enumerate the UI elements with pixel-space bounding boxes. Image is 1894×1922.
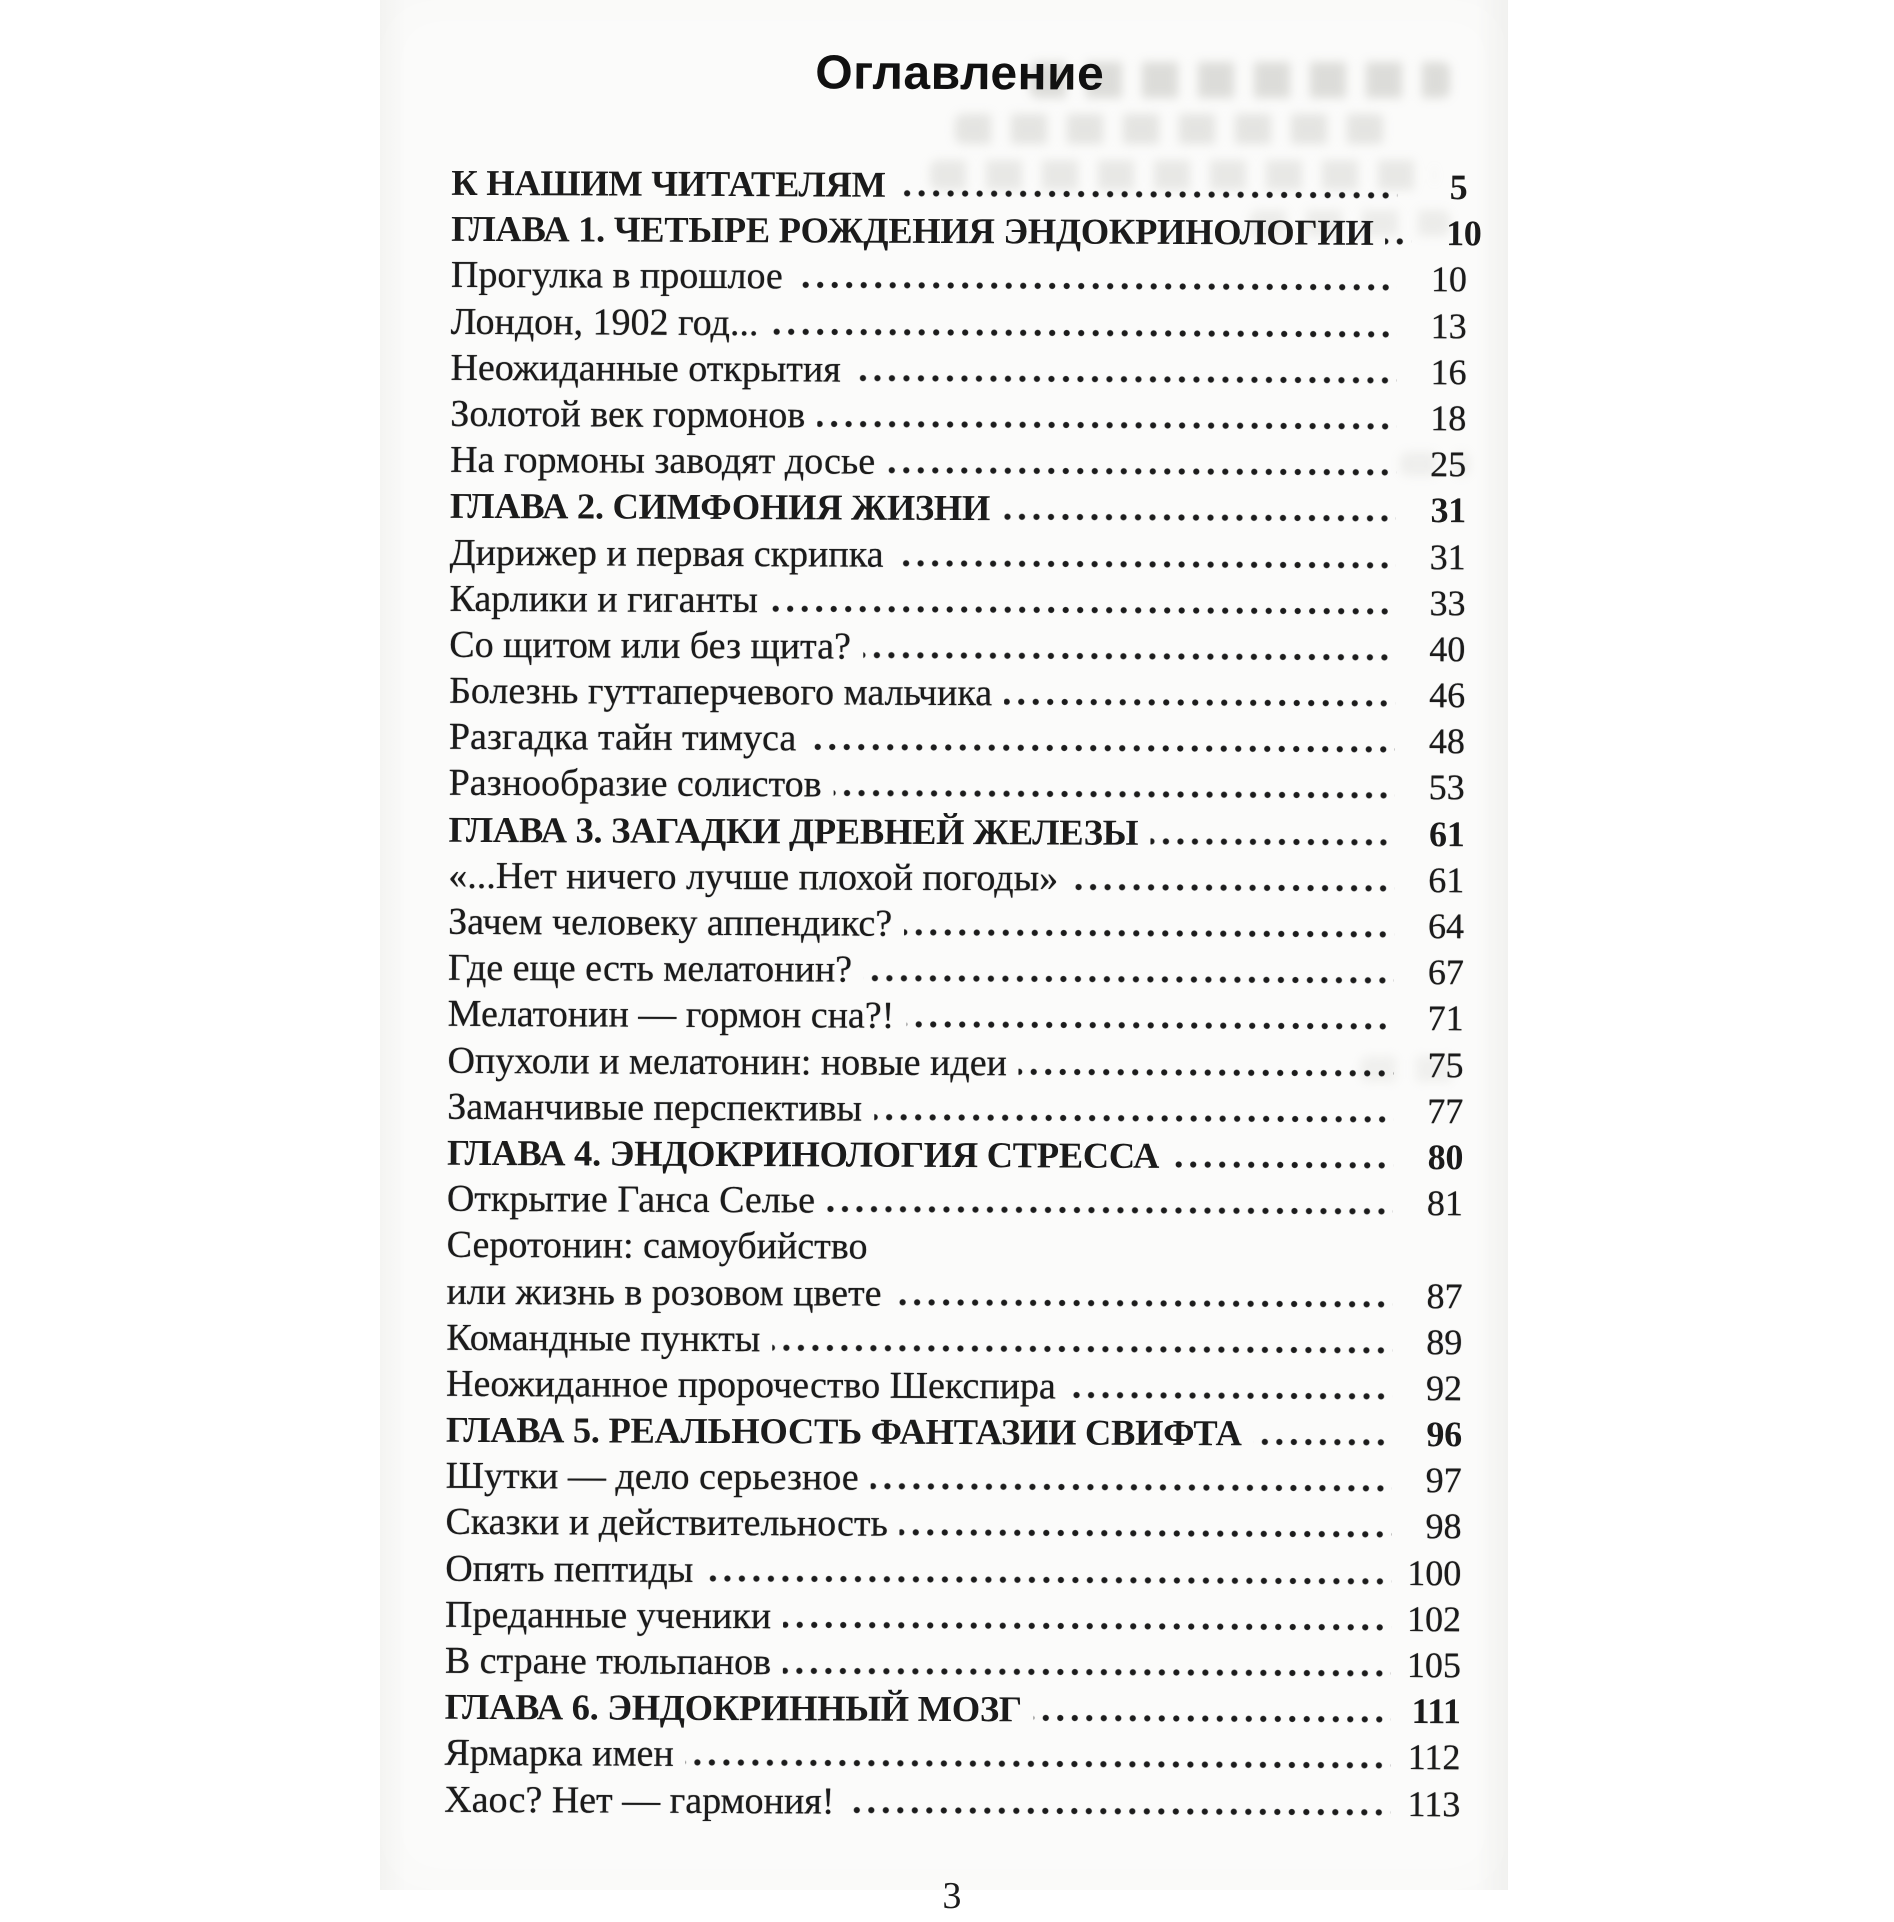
toc-entry-page: 25 (1430, 444, 1467, 485)
toc-entry-label: В стране тюльпанов (444, 1639, 772, 1684)
toc-entry-page: 105 (1406, 1645, 1461, 1686)
toc-entry (451, 252, 1467, 303)
toc-entry-label: Разгадка тайн тимуса (448, 716, 797, 760)
toc-entry-label: Ярмарка имен (444, 1732, 674, 1776)
leader-dots (853, 373, 1397, 384)
toc-entry-label: Неожиданные открытия (450, 346, 841, 391)
leader-dots (827, 1205, 1393, 1216)
toc-entry (448, 945, 1464, 996)
toc-entry (450, 529, 1466, 580)
toc-entry (446, 1268, 1462, 1319)
toc-entry-label: Мелатонин — гормон сна?! (447, 993, 895, 1038)
toc-entry (450, 437, 1466, 488)
toc-entry (447, 1084, 1463, 1135)
toc-entry-label: Болезнь гуттаперчевого мальчика (449, 669, 993, 715)
toc-entry (445, 1545, 1461, 1596)
toc-entry (448, 806, 1464, 857)
leader-dots (864, 974, 1394, 985)
toc-entry (447, 1037, 1463, 1088)
toc-entry-page: 77 (1427, 1090, 1464, 1131)
toc-entry (444, 1730, 1460, 1781)
toc-entry-label: ГЛАВА 3. ЗАГАДКИ ДРЕВНЕЙ ЖЕЛЕЗЫ (448, 808, 1139, 853)
toc-entry-label: «...Нет ничего лучше плохой погоды» (448, 854, 1059, 900)
toc-entry (446, 1407, 1462, 1458)
toc-entry-page: 100 (1407, 1552, 1462, 1593)
toc-entry (451, 160, 1467, 211)
toc-entry-page: 40 (1429, 628, 1466, 670)
toc-entry-page: 46 (1429, 675, 1466, 716)
toc-entry-page: 81 (1426, 1183, 1463, 1224)
toc-entry (449, 714, 1465, 765)
toc-entry-label: Разнообразие солистов (448, 762, 822, 806)
toc-entry-label: Прогулка в прошлое (450, 254, 783, 298)
toc-entry (447, 1176, 1463, 1227)
leader-dots (783, 1666, 1391, 1678)
toc-entry-page: 112 (1407, 1737, 1461, 1778)
toc-entry-label: Зачем человеку аппендикс? (448, 900, 893, 945)
leader-dots (795, 281, 1397, 293)
toc-entry-page: 87 (1426, 1275, 1463, 1316)
toc-entry-label: Карлики и гиганты (449, 577, 759, 621)
toc-entry-label: или жизнь в розовом цвете (446, 1270, 882, 1315)
toc-entry-page: 97 (1425, 1460, 1462, 1501)
toc-entry-page: 102 (1406, 1598, 1462, 1640)
toc-entry-label: ГЛАВА 5. РЕАЛЬНОСТЬ ФАНТАЗИИ СВИФТА (445, 1408, 1242, 1454)
toc-entry (450, 345, 1466, 396)
toc-entry-label: Командные пункты (446, 1316, 761, 1360)
toc-entry (451, 206, 1482, 257)
toc-entry-label: Сказки и действительность (445, 1501, 888, 1546)
toc-entry-page: 16 (1430, 351, 1467, 392)
toc-entry-label: Со щитом или без щита? (449, 623, 852, 668)
toc-entry (448, 899, 1464, 950)
leader-dots (863, 650, 1395, 661)
leader-dots (906, 1020, 1393, 1031)
toc-entry-page: 5 (1449, 167, 1468, 208)
leader-dots (874, 1112, 1393, 1123)
leader-dots (887, 466, 1396, 477)
toc-entry-label: Шутки — дело серьезное (445, 1455, 859, 1499)
toc-list (444, 160, 1482, 1827)
leader-dots (705, 1574, 1391, 1586)
toc-entry (448, 853, 1464, 904)
toc-entry-page: 75 (1427, 1044, 1464, 1085)
toc-entry-page: 53 (1428, 767, 1465, 808)
toc-entry-label: Лондон, 1902 год... (450, 300, 759, 344)
leader-dots (1171, 1160, 1393, 1170)
toc-entry (445, 1499, 1461, 1550)
leader-dots (900, 1528, 1392, 1539)
toc-entry-page: 13 (1430, 305, 1467, 346)
leader-dots (817, 419, 1396, 431)
toc-entry-label: Неожиданное пророчество Шекспира (446, 1362, 1056, 1408)
leader-dots (904, 928, 1394, 939)
page-title: Оглавление (815, 46, 1105, 101)
toc-entry (446, 1453, 1462, 1504)
toc-entry-label: Золотой век гормонов (450, 392, 806, 437)
toc-entry-label: Опять пептиды (445, 1547, 694, 1591)
leader-dots (1034, 1714, 1391, 1725)
leader-dots (846, 1805, 1390, 1816)
leader-dots (772, 1343, 1392, 1355)
toc-entry-label: Преданные ученики (445, 1593, 772, 1638)
toc-entry-label: ГЛАВА 6. ЭНДОКРИННЫЙ МОЗГ (444, 1685, 1022, 1730)
toc-entry-label: Опухоли и мелатонин: новые идеи (447, 1039, 1008, 1084)
leader-dots (898, 189, 1398, 200)
toc-entry (447, 1222, 1463, 1273)
toc-entry (450, 391, 1466, 442)
toc-entry-label: ГЛАВА 4. ЭНДОКРИНОЛОГИЯ СТРЕССА (447, 1131, 1160, 1176)
toc-entry-label: Открытие Ганса Селье (446, 1177, 816, 1222)
toc-entry (447, 1130, 1463, 1181)
leader-dots (1385, 237, 1411, 246)
toc-entry-page: 71 (1427, 998, 1464, 1039)
toc-entry-label: Серотонин: самоубийство (446, 1224, 868, 1268)
toc-entry (449, 668, 1465, 719)
leader-dots (879, 1251, 1454, 1263)
leader-dots (834, 789, 1395, 800)
leader-dots (871, 1482, 1392, 1493)
leader-dots (1254, 1437, 1392, 1447)
toc-entry (449, 622, 1465, 673)
toc-entry (445, 1684, 1461, 1735)
toc-entry-label: Дирижер и первая скрипка (449, 531, 884, 576)
leader-dots (1002, 513, 1396, 524)
toc-entry (451, 298, 1467, 349)
footer-page-number: 3 (942, 1874, 962, 1918)
toc-entry-page: 67 (1427, 952, 1464, 993)
toc-entry-label: Где еще есть мелатонин? (447, 946, 853, 991)
toc-entry-label: Хаос? Нет — гармония! (444, 1778, 835, 1823)
leader-dots (783, 1620, 1391, 1632)
leader-dots (770, 327, 1396, 339)
leader-dots (1068, 1390, 1392, 1400)
toc-entry-page: 98 (1425, 1506, 1462, 1547)
leader-dots (893, 1297, 1392, 1308)
toc-entry-page: 96 (1426, 1414, 1462, 1455)
toc-entry-page: 31 (1429, 536, 1466, 577)
toc-entry-page: 111 (1411, 1691, 1461, 1732)
leader-dots (1004, 697, 1395, 708)
leader-dots (1070, 882, 1394, 892)
toc-entry-label: Заманчивые перспективы (447, 1085, 863, 1130)
toc-entry-page: 113 (1407, 1783, 1461, 1824)
leader-dots (1150, 836, 1394, 846)
toc-entry (449, 760, 1465, 811)
toc-entry (450, 483, 1466, 534)
toc-entry-label: ГЛАВА 1. ЧЕТЫРЕ РОЖДЕНИЯ ЭНДОКРИНОЛОГИИ (451, 208, 1374, 254)
toc-entry (446, 1314, 1462, 1365)
toc-entry (444, 1776, 1460, 1827)
leader-dots (1019, 1067, 1394, 1078)
toc-entry-page: 18 (1430, 398, 1467, 439)
toc-entry (448, 991, 1464, 1042)
toc-entry (445, 1592, 1461, 1643)
toc-entry-label: ГЛАВА 2. СИМФОНИЯ ЖИЗНИ (449, 485, 991, 529)
toc-entry-page: 92 (1426, 1367, 1463, 1409)
toc-entry-page: 89 (1426, 1321, 1463, 1362)
toc-entry-page: 61 (1428, 859, 1465, 901)
toc-entry-page: 61 (1429, 813, 1465, 854)
toc-entry-label: К НАШИМ ЧИТАТЕЛЯМ (451, 161, 886, 205)
toc-entry-page: 80 (1427, 1137, 1464, 1178)
leader-dots (686, 1758, 1391, 1770)
toc-entry-page: 33 (1429, 582, 1466, 623)
toc-entry (446, 1361, 1462, 1412)
toc-entry-label: На гормоны заводят досье (450, 438, 876, 483)
toc-entry (449, 576, 1465, 627)
leader-dots (770, 604, 1396, 616)
toc-entry-page: 64 (1428, 906, 1465, 947)
toc-entry-page: 10 (1430, 259, 1468, 300)
toc-entry-page: 31 (1430, 490, 1467, 531)
toc-entry (445, 1638, 1461, 1689)
leader-dots (895, 558, 1395, 569)
leader-dots (808, 743, 1395, 755)
toc-entry-page: 48 (1428, 721, 1466, 762)
toc-entry-page: 10 (1446, 213, 1482, 254)
